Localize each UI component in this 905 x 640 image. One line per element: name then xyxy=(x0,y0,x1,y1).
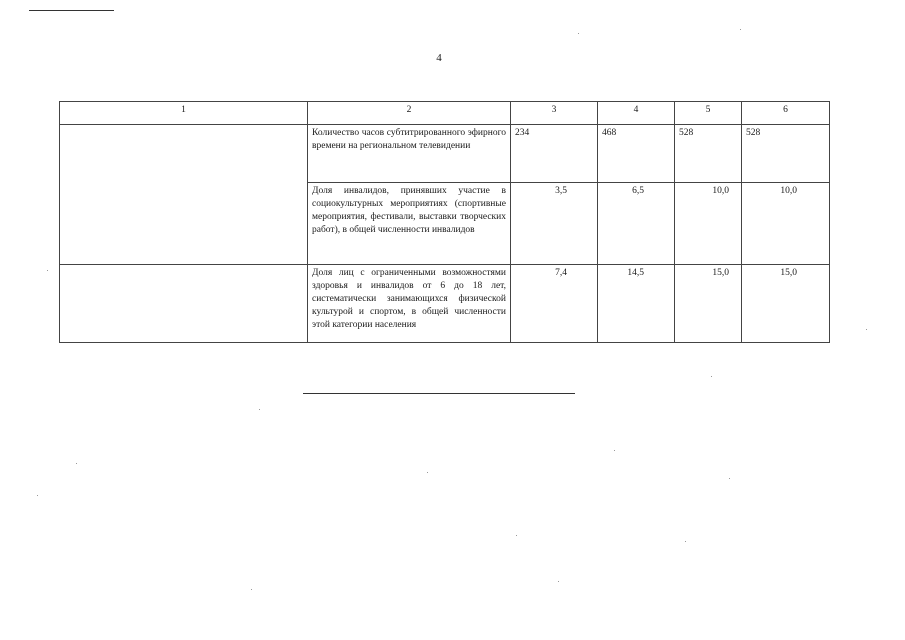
header-cell: 3 xyxy=(511,102,598,125)
page-number: 4 xyxy=(436,52,442,64)
header-cell: 1 xyxy=(60,102,308,125)
header-cell: 6 xyxy=(742,102,830,125)
scan-speck xyxy=(251,589,252,590)
value-cell: 15,0 xyxy=(675,265,742,343)
value-cell: 10,0 xyxy=(675,183,742,265)
scan-speck xyxy=(427,472,428,473)
scan-speck xyxy=(685,541,686,542)
scan-speck xyxy=(76,463,77,464)
value-cell: 3,5 xyxy=(511,183,598,265)
value-cell: 10,0 xyxy=(742,183,830,265)
header-cell: 4 xyxy=(598,102,675,125)
value-cell: 7,4 xyxy=(511,265,598,343)
scan-speck xyxy=(711,376,712,377)
value-cell: 468 xyxy=(598,125,675,183)
scan-speck xyxy=(866,329,867,330)
value-cell: 234 xyxy=(511,125,598,183)
indicators-table xyxy=(59,101,830,343)
indicator-description: Доля инвалидов, принявших участие в социокультурных мероприятиях (спортивные мероприятия, фестивали, выставки творческих работ), в общей численности инвалидов xyxy=(308,183,511,265)
row-group-cell xyxy=(60,265,308,343)
scan-speck xyxy=(740,29,741,30)
row-group-cell xyxy=(60,125,308,265)
value-cell: 6,5 xyxy=(598,183,675,265)
header-cell: 2 xyxy=(308,102,511,125)
scan-speck xyxy=(516,535,517,536)
scan-speck xyxy=(578,33,579,34)
scan-speck xyxy=(614,450,615,451)
scan-speck xyxy=(729,478,730,479)
table-row xyxy=(60,265,830,343)
value-cell: 15,0 xyxy=(742,265,830,343)
indicator-description: Количество часов субтитрированного эфирного времени на региональном телевидении xyxy=(308,125,511,183)
header-cell: 5 xyxy=(675,102,742,125)
value-cell: 14,5 xyxy=(598,265,675,343)
table-row xyxy=(60,125,830,183)
table-header-row xyxy=(60,102,830,125)
value-cell: 528 xyxy=(675,125,742,183)
scan-speck xyxy=(558,581,559,582)
scan-speck xyxy=(47,270,48,271)
indicator-description: Доля лиц с ограниченными возможностями здоровья и инвалидов от 6 до 18 лет, систематически занимающихся физической культурой и спортом, в общей численности этой категории населения xyxy=(308,265,511,343)
closing-rule xyxy=(303,393,575,394)
top-left-rule xyxy=(29,10,114,11)
scan-speck xyxy=(259,409,260,410)
scan-speck xyxy=(37,495,38,496)
value-cell: 528 xyxy=(742,125,830,183)
